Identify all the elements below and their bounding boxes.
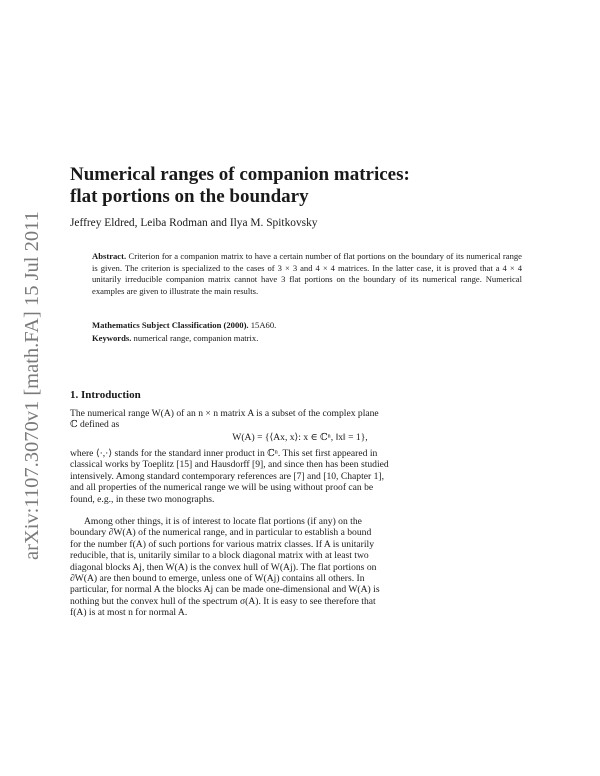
paragraph-line: where ⟨·,·⟩ stands for the standard inner product in ℂⁿ. This set first appeared in	[70, 448, 378, 459]
msc-label: Mathematics Subject Classification (2000).	[92, 320, 249, 330]
paragraph-line: for the number f(A) of such portions for various matrix classes. If A is unitarily	[70, 538, 375, 550]
keywords	[92, 333, 258, 343]
paragraph-2	[70, 448, 530, 505]
paragraph-line: ℂ defined as	[70, 419, 120, 431]
paragraph-line: particular, for normal A the blocks Aj can be made one-dimensional and W(A) is	[70, 584, 380, 596]
paragraph-line: and all properties of the numerical range we will be using without proof can be	[70, 482, 374, 494]
paragraph-line: diagonal blocks Aj, then W(A) is the convex hull of W(Aj). The flat portions on	[70, 561, 377, 573]
paragraph-1	[70, 408, 530, 431]
paragraph-line: boundary ∂W(A) of the numerical range, and in particular to establish a bound	[70, 527, 372, 539]
msc-value: 15A60.	[250, 320, 277, 330]
section-heading-introduction: 1. Introduction	[70, 389, 141, 401]
keywords-label: Keywords.	[92, 333, 132, 343]
paragraph-line: f(A) is at most n for normal A.	[70, 607, 188, 619]
paragraph-line: intensively. Among standard contemporary references are [7] and [10, Chapter 1],	[70, 470, 384, 482]
keywords-value: numerical range, companion matrix.	[133, 333, 259, 343]
equation-numerical-range: W(A) = {⟨Ax, x⟩: x ∈ ℂⁿ, ‖x‖ = 1},	[232, 432, 368, 443]
abstract-label: Abstract.	[92, 251, 127, 261]
title-line-2: flat portions on the boundary	[70, 186, 309, 207]
title-line-1: Numerical ranges of companion matrices:	[70, 164, 410, 185]
arxiv-stamp: arXiv:1107.3070v1 [math.FA] 15 Jul 2011	[21, 211, 43, 560]
msc-classification	[92, 320, 276, 330]
paragraph-line: Among other things, it is of interest to locate flat portions (if any) on the	[84, 516, 362, 527]
paragraph-3	[70, 516, 530, 619]
paper-title	[70, 164, 540, 208]
paragraph-line: found, e.g., in these two monographs.	[70, 493, 215, 505]
paragraph-line: nothing but the convex hull of the spectrum σ(A). It is easy to see therefore that	[70, 595, 376, 607]
paragraph-line: The numerical range W(A) of an n × n matrix A is a subset of the complex plane	[70, 408, 379, 419]
paragraph-line: reducible, that is, unitarily similar to a block diagonal matrix with at least two	[70, 550, 369, 562]
abstract-text: Criterion for a companion matrix to have a certain number of flat portions on the boundary of its numerical range is given. The criterion is specialized to the cases of 3 × 3 and 4 × 4 matrices. In the latter case, it is proved that a 4 × 4 unitarily irreducible companion matrix cannot have 3 flat portions on the boundary of its numerical range. Numerical examples are given to illustrate the main results.	[92, 251, 522, 296]
abstract	[92, 251, 522, 297]
authors: Jeffrey Eldred, Leiba Rodman and Ilya M. Spitkovsky	[70, 217, 318, 229]
paragraph-line: ∂W(A) are then bound to emerge, unless one of W(Aj) contains all others. In	[70, 573, 365, 585]
paragraph-line: classical works by Toeplitz [15] and Hausdorff [9], and since then has been studied	[70, 459, 389, 471]
